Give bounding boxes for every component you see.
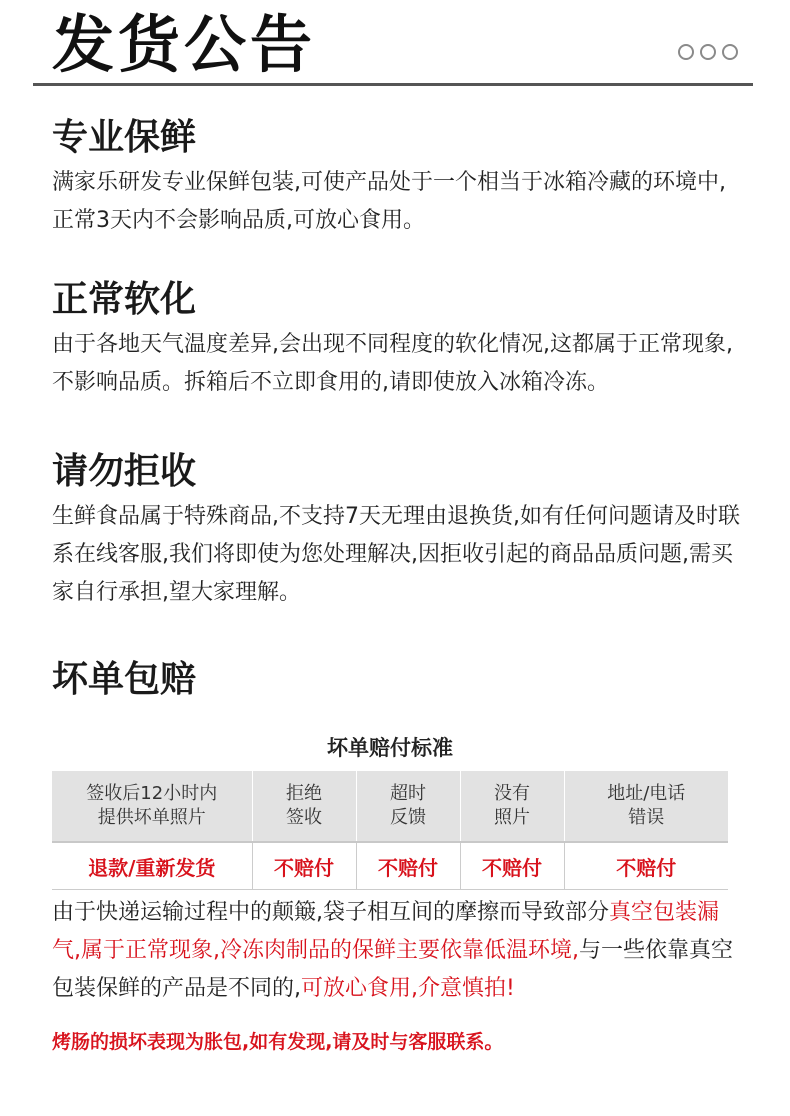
- section-no-rejection: [52, 450, 742, 612]
- section-body: 生鲜食品属于特殊商品,不支持7天无理由退换货,如有任何问题请及时联系在线客服,我们将即使为您处理解决,因拒收引起的商品品质问题,需买家自行承担,望大家理解。: [52, 504, 740, 605]
- section-body: 满家乐研发专业保鲜包装,可使产品处于一个相当于冰箱冷藏的环境中,正常3天内不会影响品质,可放心食用。: [52, 170, 726, 233]
- table-header-cell: 超时 反馈: [356, 771, 460, 842]
- page-title: 发货公告: [52, 8, 317, 81]
- circle-icon: [700, 44, 716, 60]
- title-divider: [33, 83, 753, 86]
- table-header-cell: 没有 照片: [460, 771, 564, 842]
- note-text: 与一些依靠真空包装保鲜的产品是不同的,: [52, 938, 733, 1001]
- section-title: 坏单包赔: [52, 659, 197, 700]
- table-header-cell: 拒绝 签收: [252, 771, 356, 842]
- section-softening: [52, 278, 742, 402]
- section-fresh-keeping: [52, 116, 742, 240]
- table-result-cell: 不赔付: [460, 842, 564, 890]
- shipping-note: [52, 894, 742, 1008]
- table-header-row: [52, 771, 728, 842]
- note-highlight: 真空包装漏气,属于正常现象,冷冻肉制品的保鲜主要依靠低温环境,: [52, 900, 720, 963]
- compensation-table: [52, 771, 728, 890]
- section-title: 专业保鲜: [52, 117, 197, 158]
- table-header-cell: 地址/电话 错误: [564, 771, 728, 842]
- table-result-cell: 不赔付: [356, 842, 460, 890]
- section-damage-compensation: [52, 658, 742, 702]
- section-body: 由于各地天气温度差异,会出现不同程度的软化情况,这都属于正常现象,不影响品质。拆箱后不立即食用的,请即使放入冰箱冷冻。: [52, 332, 733, 395]
- circle-icon: [678, 44, 694, 60]
- table-result-cell: 不赔付: [252, 842, 356, 890]
- dots-decoration: [678, 44, 738, 60]
- table-caption: 坏单赔付标准: [327, 736, 453, 760]
- table-result-cell: 退款/重新发货: [52, 842, 252, 890]
- note-highlight: 可放心食用,介意慎拍!: [301, 976, 515, 1001]
- section-title: 请勿拒收: [52, 451, 197, 492]
- note-text: 由于快递运输过程中的颠簸,袋子相互间的摩擦而导致部分: [52, 900, 609, 925]
- table-header-cell: 签收后12小时内 提供坏单照片: [52, 771, 252, 842]
- section-title: 正常软化: [52, 279, 197, 320]
- circle-icon: [722, 44, 738, 60]
- table-row: [52, 842, 728, 890]
- table-result-cell: 不赔付: [564, 842, 728, 890]
- sausage-damage-note: 烤肠的损坏表现为胀包,如有发现,请及时与客服联系。: [52, 1031, 504, 1053]
